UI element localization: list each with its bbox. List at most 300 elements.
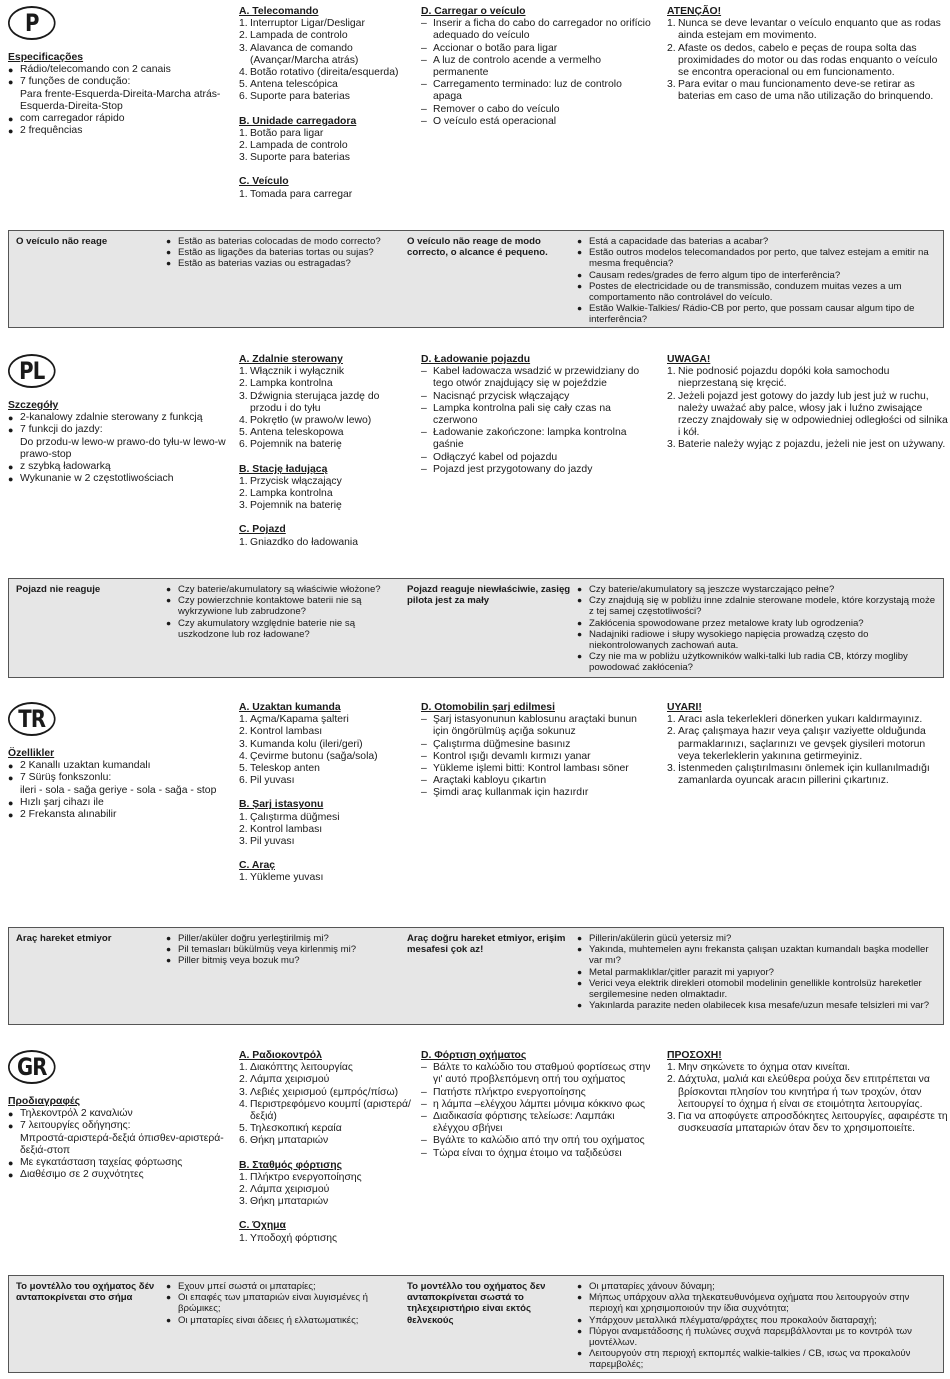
language-badge: GR bbox=[8, 1050, 56, 1084]
remote-part-item bbox=[239, 1099, 414, 1123]
item-text: Μήπως υπάρχουν αλλα τηλεκατευθυνόμενα οχήματα που λειτουργούν στην περιοχή και χρησιμοποιούν την ίδια συχνότητα; bbox=[589, 1292, 910, 1315]
check-item bbox=[166, 247, 398, 258]
charging-heading: D. Ładowanie pojazdu bbox=[421, 354, 531, 365]
charging-heading: D. Φόρτιση οχήματος bbox=[421, 1050, 527, 1061]
charger-parts bbox=[239, 116, 414, 165]
charging-step-list bbox=[421, 714, 653, 799]
item-number: 2. bbox=[239, 823, 248, 835]
item-number: 2. bbox=[239, 378, 248, 390]
item-number: 1. bbox=[239, 872, 248, 884]
charger-part-item bbox=[239, 128, 414, 140]
item-text: Εχουν μπεί σωστά οι μπαταρίες; bbox=[178, 1281, 316, 1292]
remote-part-item bbox=[239, 79, 414, 91]
charger-part-item bbox=[239, 1196, 414, 1208]
item-number: 6. bbox=[239, 775, 248, 787]
item-text: Włącznik i wyłącznik bbox=[250, 366, 345, 378]
warning-column bbox=[667, 354, 949, 452]
item-text: Açma/Kapama şalteri bbox=[250, 714, 349, 726]
item-text: Kontrol ışığı devamlı kırmızı yanar bbox=[433, 750, 591, 762]
item-text: Estão as baterias colocadas de modo correcto? bbox=[178, 236, 381, 247]
item-text: Carregamento terminado: luz de controlo apaga bbox=[433, 79, 622, 103]
vehicle-part-item bbox=[239, 189, 414, 201]
charger-parts bbox=[239, 799, 414, 848]
item-text: Kabel ładowacza wsadzić w przewidziany do tego otwór znajdujący się w pojeździe bbox=[433, 366, 640, 390]
item-text: Remover o cabo do veículo bbox=[433, 103, 560, 115]
problem-label: Το μοντέλλο του οχήματος δέν ανταποκρίνεται στο σήμα bbox=[16, 1281, 155, 1304]
remote-part-item bbox=[239, 415, 414, 427]
item-number: 1. bbox=[239, 188, 248, 200]
spec-list bbox=[8, 412, 230, 485]
spec-item bbox=[8, 424, 230, 461]
problem-label: Pojazd nie reaguje bbox=[16, 584, 101, 595]
checks-column bbox=[577, 584, 939, 674]
item-text: Czy baterie/akumulatory są właściwie włożone? bbox=[178, 584, 381, 595]
remote-heading: A. Telecomando bbox=[239, 6, 319, 17]
charger-heading: B. Şarj istasyonu bbox=[239, 799, 324, 811]
item-number: 1. bbox=[667, 366, 676, 378]
item-text: Estão Walkie-Talkies/ Rádio-CB por perto, que possam causar algum tipo de interferência? bbox=[589, 303, 915, 326]
check-list bbox=[577, 1281, 939, 1371]
item-number: 1. bbox=[239, 811, 248, 823]
spec-item bbox=[8, 760, 230, 772]
charging-column bbox=[421, 6, 653, 128]
charging-step-item bbox=[421, 1111, 653, 1135]
item-text: z szybką ładowarką bbox=[20, 461, 111, 473]
item-number: 3. bbox=[239, 1086, 248, 1098]
charger-heading: B. Stację ładującą bbox=[239, 463, 328, 475]
item-number: 3. bbox=[667, 763, 676, 775]
vehicle-parts bbox=[239, 524, 414, 548]
vehicle-heading: C. Araç bbox=[239, 860, 275, 872]
parts-column bbox=[239, 6, 414, 213]
remote-part-item bbox=[239, 43, 414, 67]
item-text: Οι μπαταρίες χάνουν δύναμη; bbox=[589, 1281, 715, 1292]
spec-item bbox=[8, 76, 230, 113]
item-text: Θήκη μπαταριών bbox=[250, 1135, 329, 1147]
item-text: Çevirme butonu (sağa/sola) bbox=[250, 750, 378, 762]
check-item bbox=[577, 1326, 939, 1348]
item-text: Botão para ligar bbox=[250, 127, 324, 139]
check-list bbox=[166, 933, 398, 967]
check-item bbox=[577, 303, 939, 325]
item-text: Για να αποφύγετε απροσδόκητες λειτουργίες, αφαιρέστε τη συσκευασία μπαταριών όταν δεν το χρησιμοποιείτε. bbox=[678, 1111, 948, 1135]
item-text: Lampka kontrolna bbox=[250, 488, 333, 500]
vehicle-heading: C. Veículo bbox=[239, 176, 289, 188]
item-number: 6. bbox=[239, 439, 248, 451]
check-item bbox=[577, 1292, 939, 1314]
warning-list bbox=[667, 714, 949, 787]
remote-part-list bbox=[239, 1062, 414, 1147]
item-text: Θήκη μπαταριών bbox=[250, 1196, 329, 1208]
item-number: 2. bbox=[239, 1074, 248, 1086]
remote-part-list bbox=[239, 18, 414, 103]
item-text: 7 funções de condução: Para frente-Esquerda-Direita-Marcha atrás-Esquerda-Direita-Stop bbox=[20, 76, 221, 112]
spec-list bbox=[8, 1108, 230, 1181]
remote-part-item bbox=[239, 378, 414, 390]
parts-column bbox=[239, 702, 414, 897]
item-text: Kontrol lambası bbox=[250, 726, 323, 738]
item-number: 6. bbox=[239, 91, 248, 103]
item-text: Διαδικασία φόρτισης τελείωσε: Λαμπάκι ελέγχου σβήνει bbox=[433, 1111, 615, 1135]
specs-heading: Προδιαγραφές bbox=[8, 1096, 80, 1107]
item-number: 1. bbox=[239, 1062, 248, 1074]
item-number: 4. bbox=[239, 67, 248, 79]
vehicle-part-item bbox=[239, 872, 414, 884]
item-text: Suporte para baterias bbox=[250, 152, 350, 164]
item-text: Interruptor Ligar/Desligar bbox=[250, 18, 365, 30]
item-text: Está a capacidade das baterias a acabar? bbox=[589, 236, 769, 247]
check-item bbox=[166, 584, 398, 595]
spec-item bbox=[8, 125, 230, 137]
item-text: 2 Frekansta alınabilir bbox=[20, 809, 117, 821]
checks-column bbox=[166, 933, 398, 967]
language-section bbox=[0, 354, 950, 574]
item-number: 2. bbox=[239, 30, 248, 42]
item-text: Czy akumulatory względnie baterie nie są uszkodzone lub roz ładowane? bbox=[178, 617, 356, 640]
spec-item bbox=[8, 473, 230, 485]
charger-part-list bbox=[239, 1172, 414, 1209]
remote-part-item bbox=[239, 18, 414, 30]
spec-item bbox=[8, 1108, 230, 1120]
item-text: Nunca se deve levantar o veículo enquanto que as rodas ainda estejam em movimento. bbox=[678, 18, 941, 42]
charging-step-item bbox=[421, 104, 653, 116]
specs-heading: Özellikler bbox=[8, 748, 55, 759]
spec-item bbox=[8, 772, 230, 796]
item-text: Pojazd jest przygotowany do jazdy bbox=[433, 463, 593, 475]
item-number: 2. bbox=[239, 140, 248, 152]
item-text: Alavanca de comando (Avançar/Marcha atrás) bbox=[250, 42, 359, 66]
item-text: Pil yuvası bbox=[250, 775, 295, 787]
vehicle-part-list bbox=[239, 1233, 414, 1245]
remote-parts bbox=[239, 1050, 414, 1148]
warning-item bbox=[667, 366, 949, 390]
check-item bbox=[577, 651, 939, 673]
item-number: 1. bbox=[667, 18, 676, 30]
charging-step-item bbox=[421, 714, 653, 738]
check-item bbox=[577, 236, 939, 247]
language-badge: TR bbox=[8, 702, 56, 736]
remote-part-item bbox=[239, 1074, 414, 1086]
check-list bbox=[166, 584, 398, 640]
warning-item bbox=[667, 18, 949, 42]
charging-step-item bbox=[421, 452, 653, 464]
warning-item bbox=[667, 726, 949, 763]
check-item bbox=[577, 270, 939, 281]
remote-part-item bbox=[239, 751, 414, 763]
remote-part-list bbox=[239, 366, 414, 451]
item-text: Tomada para carregar bbox=[250, 188, 353, 200]
checks-column bbox=[577, 933, 939, 1011]
spec-list bbox=[8, 64, 230, 137]
charger-part-item bbox=[239, 836, 414, 848]
item-text: Τώρα είναι το όχημα έτοιμο να ταξιδεύσει bbox=[433, 1147, 622, 1159]
item-text: Nacisnąć przycisk włączający bbox=[433, 390, 570, 402]
warning-column bbox=[667, 702, 949, 787]
remote-part-item bbox=[239, 67, 414, 79]
spec-item bbox=[8, 64, 230, 76]
language-section bbox=[0, 6, 950, 226]
item-text: Pil temasları bükülmüş veya kirlenmiş mi? bbox=[178, 944, 357, 956]
specs-heading: Szczegóły bbox=[8, 400, 59, 411]
charger-part-item bbox=[239, 152, 414, 164]
checks-column bbox=[166, 1281, 398, 1326]
item-text: 2 Kanallı uzaktan kumandalı bbox=[20, 760, 151, 772]
charger-part-list bbox=[239, 812, 414, 849]
charging-step-item bbox=[421, 1148, 653, 1160]
warning-list bbox=[667, 18, 949, 103]
item-number: 3. bbox=[239, 390, 248, 402]
vehicle-parts bbox=[239, 176, 414, 200]
item-text: Lampka kontrolna bbox=[250, 378, 333, 390]
warning-heading: ΠΡΟΣΟΧΗ! bbox=[667, 1050, 722, 1061]
check-list bbox=[166, 236, 398, 270]
problem-label: Το μοντέλλο του οχήματος δεν ανταποκρίνεται σωστά το τηλεχειριστήριο εiναι εκτός θελνεκούς bbox=[407, 1281, 546, 1326]
item-text: Μην σηκώνετε το όχημα οταν κινείται. bbox=[678, 1062, 851, 1074]
item-number: 6. bbox=[239, 1135, 248, 1147]
item-text: İstenmeden çalıştırılmasını önlemek için kullanılmadığı zamanlarda oyuncak aracın pillerini çıkartınız. bbox=[678, 763, 930, 787]
item-number: 1. bbox=[239, 18, 248, 30]
warning-item bbox=[667, 1074, 949, 1111]
item-text: Περιστρεφόμενο κουμπί (αριστερά/δεξιά) bbox=[250, 1098, 411, 1123]
check-item bbox=[166, 933, 398, 944]
item-number: 1. bbox=[239, 1232, 248, 1244]
spec-item bbox=[8, 461, 230, 473]
vehicle-part-item bbox=[239, 537, 414, 549]
remote-part-item bbox=[239, 30, 414, 42]
charging-step-item bbox=[421, 751, 653, 763]
charger-part-item bbox=[239, 488, 414, 500]
item-text: Antena telescópica bbox=[250, 79, 338, 91]
item-text: Λειτουργούν στη περιοχή εκπομπές walkie-talkies / CB, ισως να προκαλούν παρεμβολές; bbox=[589, 1348, 911, 1371]
item-text: 2 frequências bbox=[20, 125, 83, 137]
item-text: Odłączyć kabel od pojazdu bbox=[433, 451, 558, 463]
spec-item bbox=[8, 809, 230, 821]
item-text: Lampada de controlo bbox=[250, 140, 348, 152]
charger-part-item bbox=[239, 1184, 414, 1196]
item-text: Botão rotativo (direita/esquerda) bbox=[250, 67, 399, 79]
remote-part-list bbox=[239, 714, 414, 787]
item-number: 1. bbox=[667, 714, 676, 726]
item-text: Pillerin/akülerin gücü yetersiz mi? bbox=[589, 933, 732, 944]
language-badge: PL bbox=[8, 354, 56, 388]
item-number: 2. bbox=[667, 390, 676, 402]
warning-item bbox=[667, 79, 949, 103]
charging-step-item bbox=[421, 464, 653, 476]
checks-column bbox=[166, 584, 398, 640]
charging-heading: D. Carregar o veículo bbox=[421, 6, 526, 17]
item-text: Wykunanie w 2 częstotliwościach bbox=[20, 473, 174, 485]
item-text: Τηλεσκοπική κεραία bbox=[250, 1123, 342, 1135]
remote-parts bbox=[239, 354, 414, 452]
item-text: Estão outros modelos telecomandados por perto, que talvez estejam a emitir na mesma frequência? bbox=[589, 247, 929, 270]
charger-part-item bbox=[239, 824, 414, 836]
charger-heading: B. Σταθμός φόρτισης bbox=[239, 1159, 342, 1171]
check-item bbox=[577, 967, 939, 978]
check-item bbox=[166, 236, 398, 247]
warning-list bbox=[667, 1062, 949, 1135]
problem-label: Pojazd reaguje niewłaściwie, zasięg pilota jest za mały bbox=[407, 584, 571, 607]
item-text: 2-kanalowy zdalnie sterowany z funkcją bbox=[20, 412, 203, 424]
specs-heading: Especificações bbox=[8, 52, 84, 63]
charger-part-list bbox=[239, 476, 414, 513]
item-number: 1. bbox=[239, 714, 248, 726]
language-section bbox=[0, 702, 950, 923]
specs-column bbox=[8, 702, 230, 821]
item-text: Czy nie ma w pobliżu użytkowników walki-talki lub radia CB, którzy mogliby powodować zakłócenia? bbox=[589, 651, 908, 674]
charging-column bbox=[421, 354, 653, 476]
item-text: Rádio/telecomando con 2 canais bbox=[20, 64, 171, 76]
spec-list bbox=[8, 760, 230, 821]
item-text: Yakınlarda parazite neden olabilecek kısa mesafe/uzun mesafe telsizleri mi var? bbox=[589, 1000, 930, 1012]
vehicle-part-list bbox=[239, 189, 414, 201]
item-text: Πατήστε πλήκτρο ενεργοποίησης bbox=[433, 1086, 586, 1098]
check-item bbox=[166, 618, 398, 640]
item-number: 5. bbox=[239, 1123, 248, 1135]
item-text: Zakłócenia spowodowane przez metalowe kraty lub ogrodzenia? bbox=[589, 617, 864, 629]
problem-label: O veículo não reage bbox=[16, 236, 108, 247]
check-item bbox=[577, 933, 939, 944]
vehicle-parts bbox=[239, 1220, 414, 1244]
checks-column bbox=[577, 1281, 939, 1371]
warning-column bbox=[667, 1050, 949, 1135]
remote-part-item bbox=[239, 366, 414, 378]
charger-part-item bbox=[239, 476, 414, 488]
item-text: 7 Sürüş fonkszonlu: ileri - sola - sağa geriye - sola - sağa - stop bbox=[20, 772, 217, 796]
item-number: 4. bbox=[239, 415, 248, 427]
item-text: Araç çalışmaya hazır veya çalışır vaziyette olduğunda parmaklarınızı, saçlarınızı ve gevşek giysileri motorun veya tekerleklerin yakınına getirmeyiniz. bbox=[678, 726, 926, 762]
remote-parts bbox=[239, 6, 414, 104]
item-text: Estão as ligações da baterias tortas ou sujas? bbox=[178, 247, 374, 259]
item-number: 5. bbox=[239, 79, 248, 91]
item-text: Para evitar o mau funcionamento deve-se retirar as baterias em caso de uma não utilização do brinquendo. bbox=[678, 79, 934, 103]
item-text: Yakında, muhtemelen aynı frekansta çalışan uzaktan kumandalı başka modeller var mı? bbox=[589, 944, 929, 967]
charging-step-item bbox=[421, 739, 653, 751]
charging-step-item bbox=[421, 391, 653, 403]
check-item bbox=[577, 595, 939, 617]
item-number: 2. bbox=[239, 1184, 248, 1196]
item-text: η λάμπα –ελέγχου λάμπει μόνιμα κόκκινο φως bbox=[433, 1098, 646, 1110]
check-item bbox=[577, 1000, 939, 1011]
check-item bbox=[166, 258, 398, 269]
charging-column bbox=[421, 702, 653, 800]
check-item bbox=[166, 1281, 398, 1292]
item-text: Przycisk włączający bbox=[250, 475, 342, 487]
remote-part-item bbox=[239, 763, 414, 775]
item-text: com carregador rápido bbox=[20, 113, 125, 125]
spec-item bbox=[8, 797, 230, 809]
charger-part-list bbox=[239, 128, 414, 165]
check-item bbox=[166, 1292, 398, 1314]
spec-item bbox=[8, 1157, 230, 1169]
check-list bbox=[577, 236, 939, 326]
charger-part-item bbox=[239, 500, 414, 512]
check-item bbox=[577, 978, 939, 1000]
charger-part-item bbox=[239, 1172, 414, 1184]
item-text: Dźwignia sterująca jazdę do przodu i do tyłu bbox=[250, 390, 380, 414]
warning-column bbox=[667, 6, 949, 104]
item-text: Czy baterie/akumulatory są jeszcze wystarczająco pełne? bbox=[589, 584, 835, 595]
charging-step-item bbox=[421, 403, 653, 427]
remote-part-item bbox=[239, 739, 414, 751]
warning-item bbox=[667, 43, 949, 80]
charging-step-item bbox=[421, 427, 653, 451]
item-number: 4. bbox=[239, 1098, 248, 1110]
item-text: Δάχτυλα, μαλιά και ελεύθερα ρούχα δεν επιτρέπεται να βρίσκονται πλησίον του κινητήρα ή των τροχών, όταν λειτουργεί το όχημα ή είναι σε ετοιμότητα λειτουργίας. bbox=[678, 1074, 930, 1110]
item-text: Afaste os dedos, cabelo e peças de roupa solta das proximidades do motor ou das rodas enquanto o veículo se encontra operacional ou em funcionamento. bbox=[678, 42, 938, 79]
item-number: 5. bbox=[239, 763, 248, 775]
item-text: Gniazdko do ładowania bbox=[250, 536, 359, 548]
charger-heading: B. Unidade carregadora bbox=[239, 115, 357, 127]
item-text: A luz de controlo acende a vermelho permanente bbox=[433, 54, 602, 79]
spec-item bbox=[8, 113, 230, 125]
remote-part-item bbox=[239, 726, 414, 738]
specs-column bbox=[8, 1050, 230, 1181]
parts-column bbox=[239, 1050, 414, 1257]
charging-step-list bbox=[421, 18, 653, 128]
remote-part-item bbox=[239, 1062, 414, 1074]
item-number: 1. bbox=[239, 366, 248, 378]
check-item bbox=[166, 1315, 398, 1326]
item-text: Βγάλτε το καλώδιο από την οπή του οχήματος bbox=[433, 1135, 645, 1147]
item-text: Υπάρχουν μεταλλικά πλέγματα/φράχτες που προκαλούν διαταραχή; bbox=[589, 1314, 877, 1326]
charging-step-item bbox=[421, 116, 653, 128]
item-text: Με εγκατάσταση ταχείας φόρτωσης bbox=[20, 1157, 183, 1169]
remote-part-item bbox=[239, 91, 414, 103]
item-text: Accionar o botão para ligar bbox=[433, 42, 558, 54]
check-item bbox=[577, 1315, 939, 1326]
remote-part-item bbox=[239, 439, 414, 451]
item-number: 4. bbox=[239, 750, 248, 762]
item-number: 3. bbox=[239, 1196, 248, 1208]
item-text: Postes de electricidade ou de transmissão, conduzem muitas vezes a um comportamento não controlável do veículo. bbox=[589, 280, 902, 304]
charging-step-item bbox=[421, 1062, 653, 1086]
language-section bbox=[0, 1050, 950, 1271]
charging-column bbox=[421, 1050, 653, 1160]
item-text: Baterie należy wyjąc z pojazdu, jeżeli nie jest on używany. bbox=[678, 439, 946, 451]
item-number: 1. bbox=[667, 1062, 676, 1074]
specs-column bbox=[8, 354, 230, 485]
item-number: 2. bbox=[667, 42, 676, 54]
item-text: Λάμπα χειρισμού bbox=[250, 1074, 330, 1086]
item-text: Nadajniki radiowe i słupy wysokiego napięcia prowadzą często do niekontrolowanych zachowań auta. bbox=[589, 628, 869, 652]
spec-item bbox=[8, 1120, 230, 1157]
check-item bbox=[577, 629, 939, 651]
item-number: 3. bbox=[239, 738, 248, 750]
item-text: Nie podnosić pojazdu dopóki koła samochodu nieprzestaną się kręcić. bbox=[678, 366, 890, 390]
troubleshooting-box bbox=[8, 927, 944, 1025]
warning-item bbox=[667, 391, 949, 440]
item-number: 5. bbox=[239, 427, 248, 439]
item-text: Οι επαφές των μπαταριών εiναι λυγισμένες ή βρώμικες; bbox=[178, 1292, 368, 1315]
warning-item bbox=[667, 1062, 949, 1074]
remote-heading: A. Zdalnie sterowany bbox=[239, 354, 343, 365]
item-text: Şarj istasyonunun kablosunu araçtaki bunun için öngörülmüş açığa sokunuz bbox=[433, 714, 637, 738]
warning-heading: UWAGA! bbox=[667, 354, 711, 365]
item-text: Piller bitmiş veya bozuk mu? bbox=[178, 955, 300, 967]
item-text: Jeżeli pojazd jest gotowy do jazdy lub jest już w ruchu, należy uważać aby palce, włosy jak i luźno zwisające rzeczy znajdowały się w odpowiedniej odległości od silnika i kół. bbox=[678, 390, 948, 439]
check-list bbox=[577, 933, 939, 1011]
vehicle-part-item bbox=[239, 1233, 414, 1245]
charging-step-list bbox=[421, 366, 653, 476]
remote-part-item bbox=[239, 427, 414, 439]
item-text: Çalıştırma düğmesine basınız bbox=[433, 738, 571, 750]
parts-column bbox=[239, 354, 414, 561]
item-text: Πλήκτρο ενεργοποίησης bbox=[250, 1171, 362, 1183]
warning-item bbox=[667, 439, 949, 451]
charging-step-item bbox=[421, 1087, 653, 1099]
specs-column bbox=[8, 6, 230, 137]
spec-item bbox=[8, 1169, 230, 1181]
